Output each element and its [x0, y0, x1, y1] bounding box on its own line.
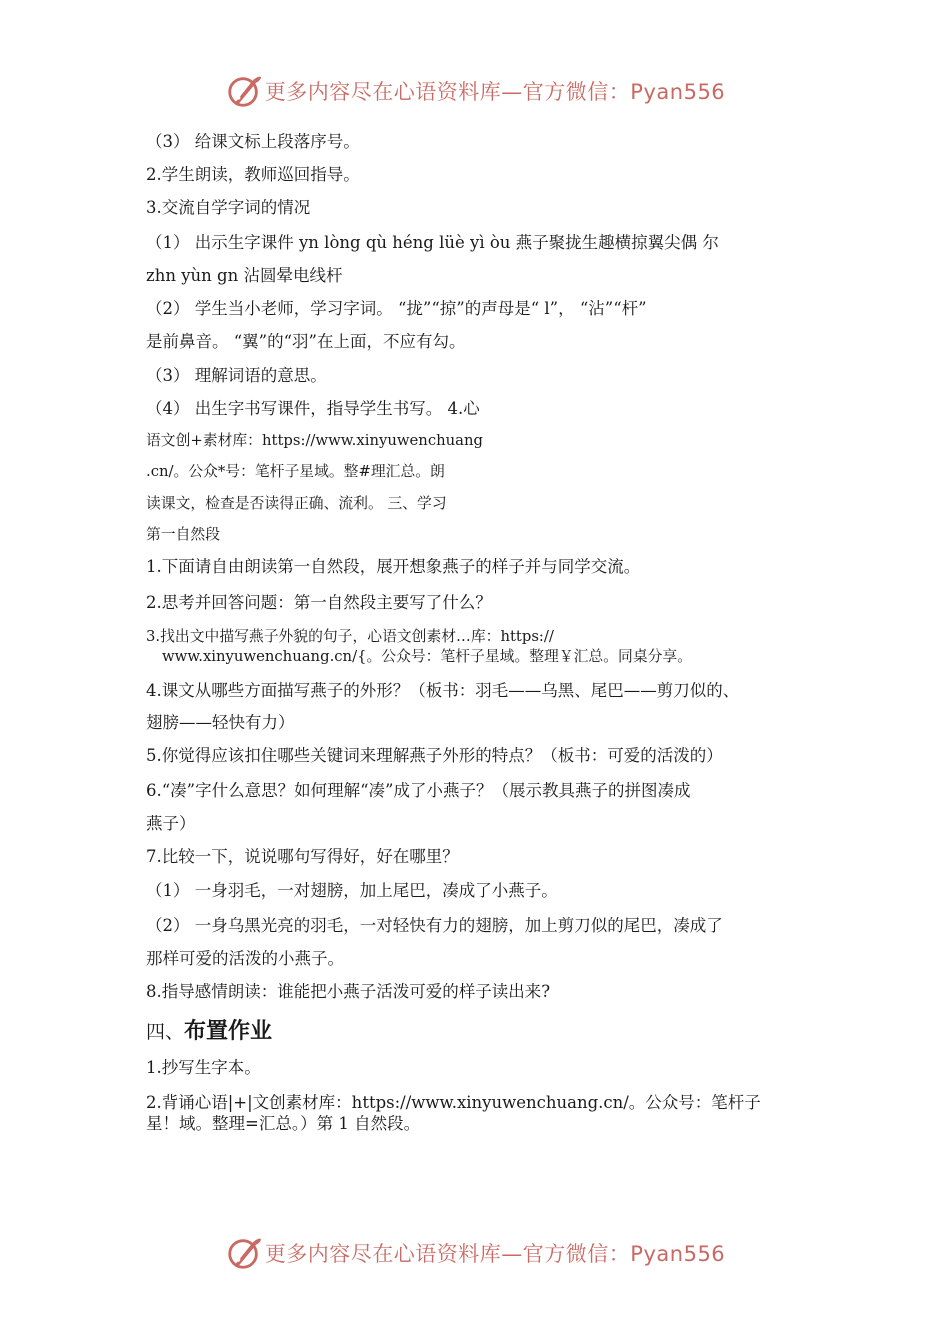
section-heading-title: 布置作业	[184, 1019, 273, 1044]
text-line: 8.指导感情朗读：谁能把小燕子活泼可爱的样子读出来?	[146, 982, 551, 1001]
banner-text: 更多内容尽在心语资料库—官方微信：Pyan556	[264, 80, 726, 104]
section-heading	[146, 1018, 272, 1046]
header-watermark-banner	[0, 72, 950, 110]
banner-text: 更多内容尽在心语资料库—官方微信：Pyan556	[264, 1242, 726, 1266]
text-line: 3.找出文中描写燕子外貌的句子，心语文创素材…库：https://	[146, 628, 554, 645]
text-line: 是前鼻音。 “翼”的“羽”在上面，不应有勾。	[146, 332, 466, 351]
text-line: www.xinyuwenchuang.cn/{。公众号：笔杆子星域。整理￥汇总。同桌分享。	[162, 648, 693, 665]
footer-watermark-banner	[0, 1234, 950, 1272]
text-line: （2） 一身乌黑光亮的羽毛，一对轻快有力的翅膀，加上剪刀似的尾巴，凑成了	[146, 916, 723, 935]
section-heading-number: 四、	[146, 1021, 185, 1043]
text-line: zhn yùn gn 沾圆晕电线杆	[146, 266, 343, 285]
text-line: .cn/。公众*号：笔杆子星域。整#理汇总。朗	[146, 463, 445, 480]
text-line: 2.背诵心语|+|文创素材库：https://www.xinyuwenchuang.cn/。公众号：笔杆子	[146, 1093, 761, 1112]
text-line: 5.你觉得应该扣住哪些关键词来理解燕子外形的特点？（板书：可爱的活泼的）	[146, 746, 723, 765]
text-line: （2） 学生当小老师，学习字词。 “拢”“掠”的声母是“ l”， “沾”“杆”	[146, 299, 647, 318]
text-line: 6.“凑”字什么意思？如何理解“凑”成了小燕子？（展示教具燕子的拼图凑成	[146, 781, 691, 800]
text-line: （3） 理解词语的意思。	[146, 366, 327, 385]
text-line: 2.思考并回答问题：第一自然段主要写了什么？	[146, 593, 492, 612]
text-line: 7.比较一下，说说哪句写得好，好在哪里？	[146, 847, 459, 866]
text-line: 燕子）	[146, 814, 196, 833]
text-line: 翅膀——轻快有力）	[146, 713, 295, 732]
text-line: （1） 一身羽毛，一对翅膀，加上尾巴，凑成了小燕子。	[146, 881, 558, 900]
quill-logo-icon	[225, 1234, 263, 1272]
text-line: 那样可爱的活泼的小燕子。	[146, 949, 344, 968]
text-line: 语文创+素材库：https://www.xinyuwenchuang	[146, 432, 483, 449]
text-line: （1） 出示生字课件 yn lòng qù héng lüè yì òu 燕子聚拢生趣横掠翼尖偶 尔	[146, 233, 719, 252]
text-line: 1.抄写生字本。	[146, 1058, 261, 1077]
quill-logo-icon	[225, 72, 263, 110]
text-line: 4.课文从哪些方面描写燕子的外形？（板书：羽毛——乌黑、尾巴——剪刀似的、	[146, 681, 740, 700]
text-line: 读课文，检查是否读得正确、流利。 三、学习	[146, 495, 447, 512]
text-line: 2.学生朗读，教师巡回指导。	[146, 165, 360, 184]
text-line: （3） 给课文标上段落序号。	[146, 132, 360, 151]
text-line: 1.下面请自由朗读第一自然段，展开想象燕子的样子并与同学交流。	[146, 557, 641, 576]
text-line: 星！域。整理=汇总。）第 1 自然段。	[146, 1114, 421, 1133]
text-line: （4） 出生字书写课件，指导学生书写。 4.心	[146, 399, 480, 418]
text-line: 3.交流自学字词的情况	[146, 198, 311, 217]
text-line: 第一自然段	[146, 526, 220, 543]
